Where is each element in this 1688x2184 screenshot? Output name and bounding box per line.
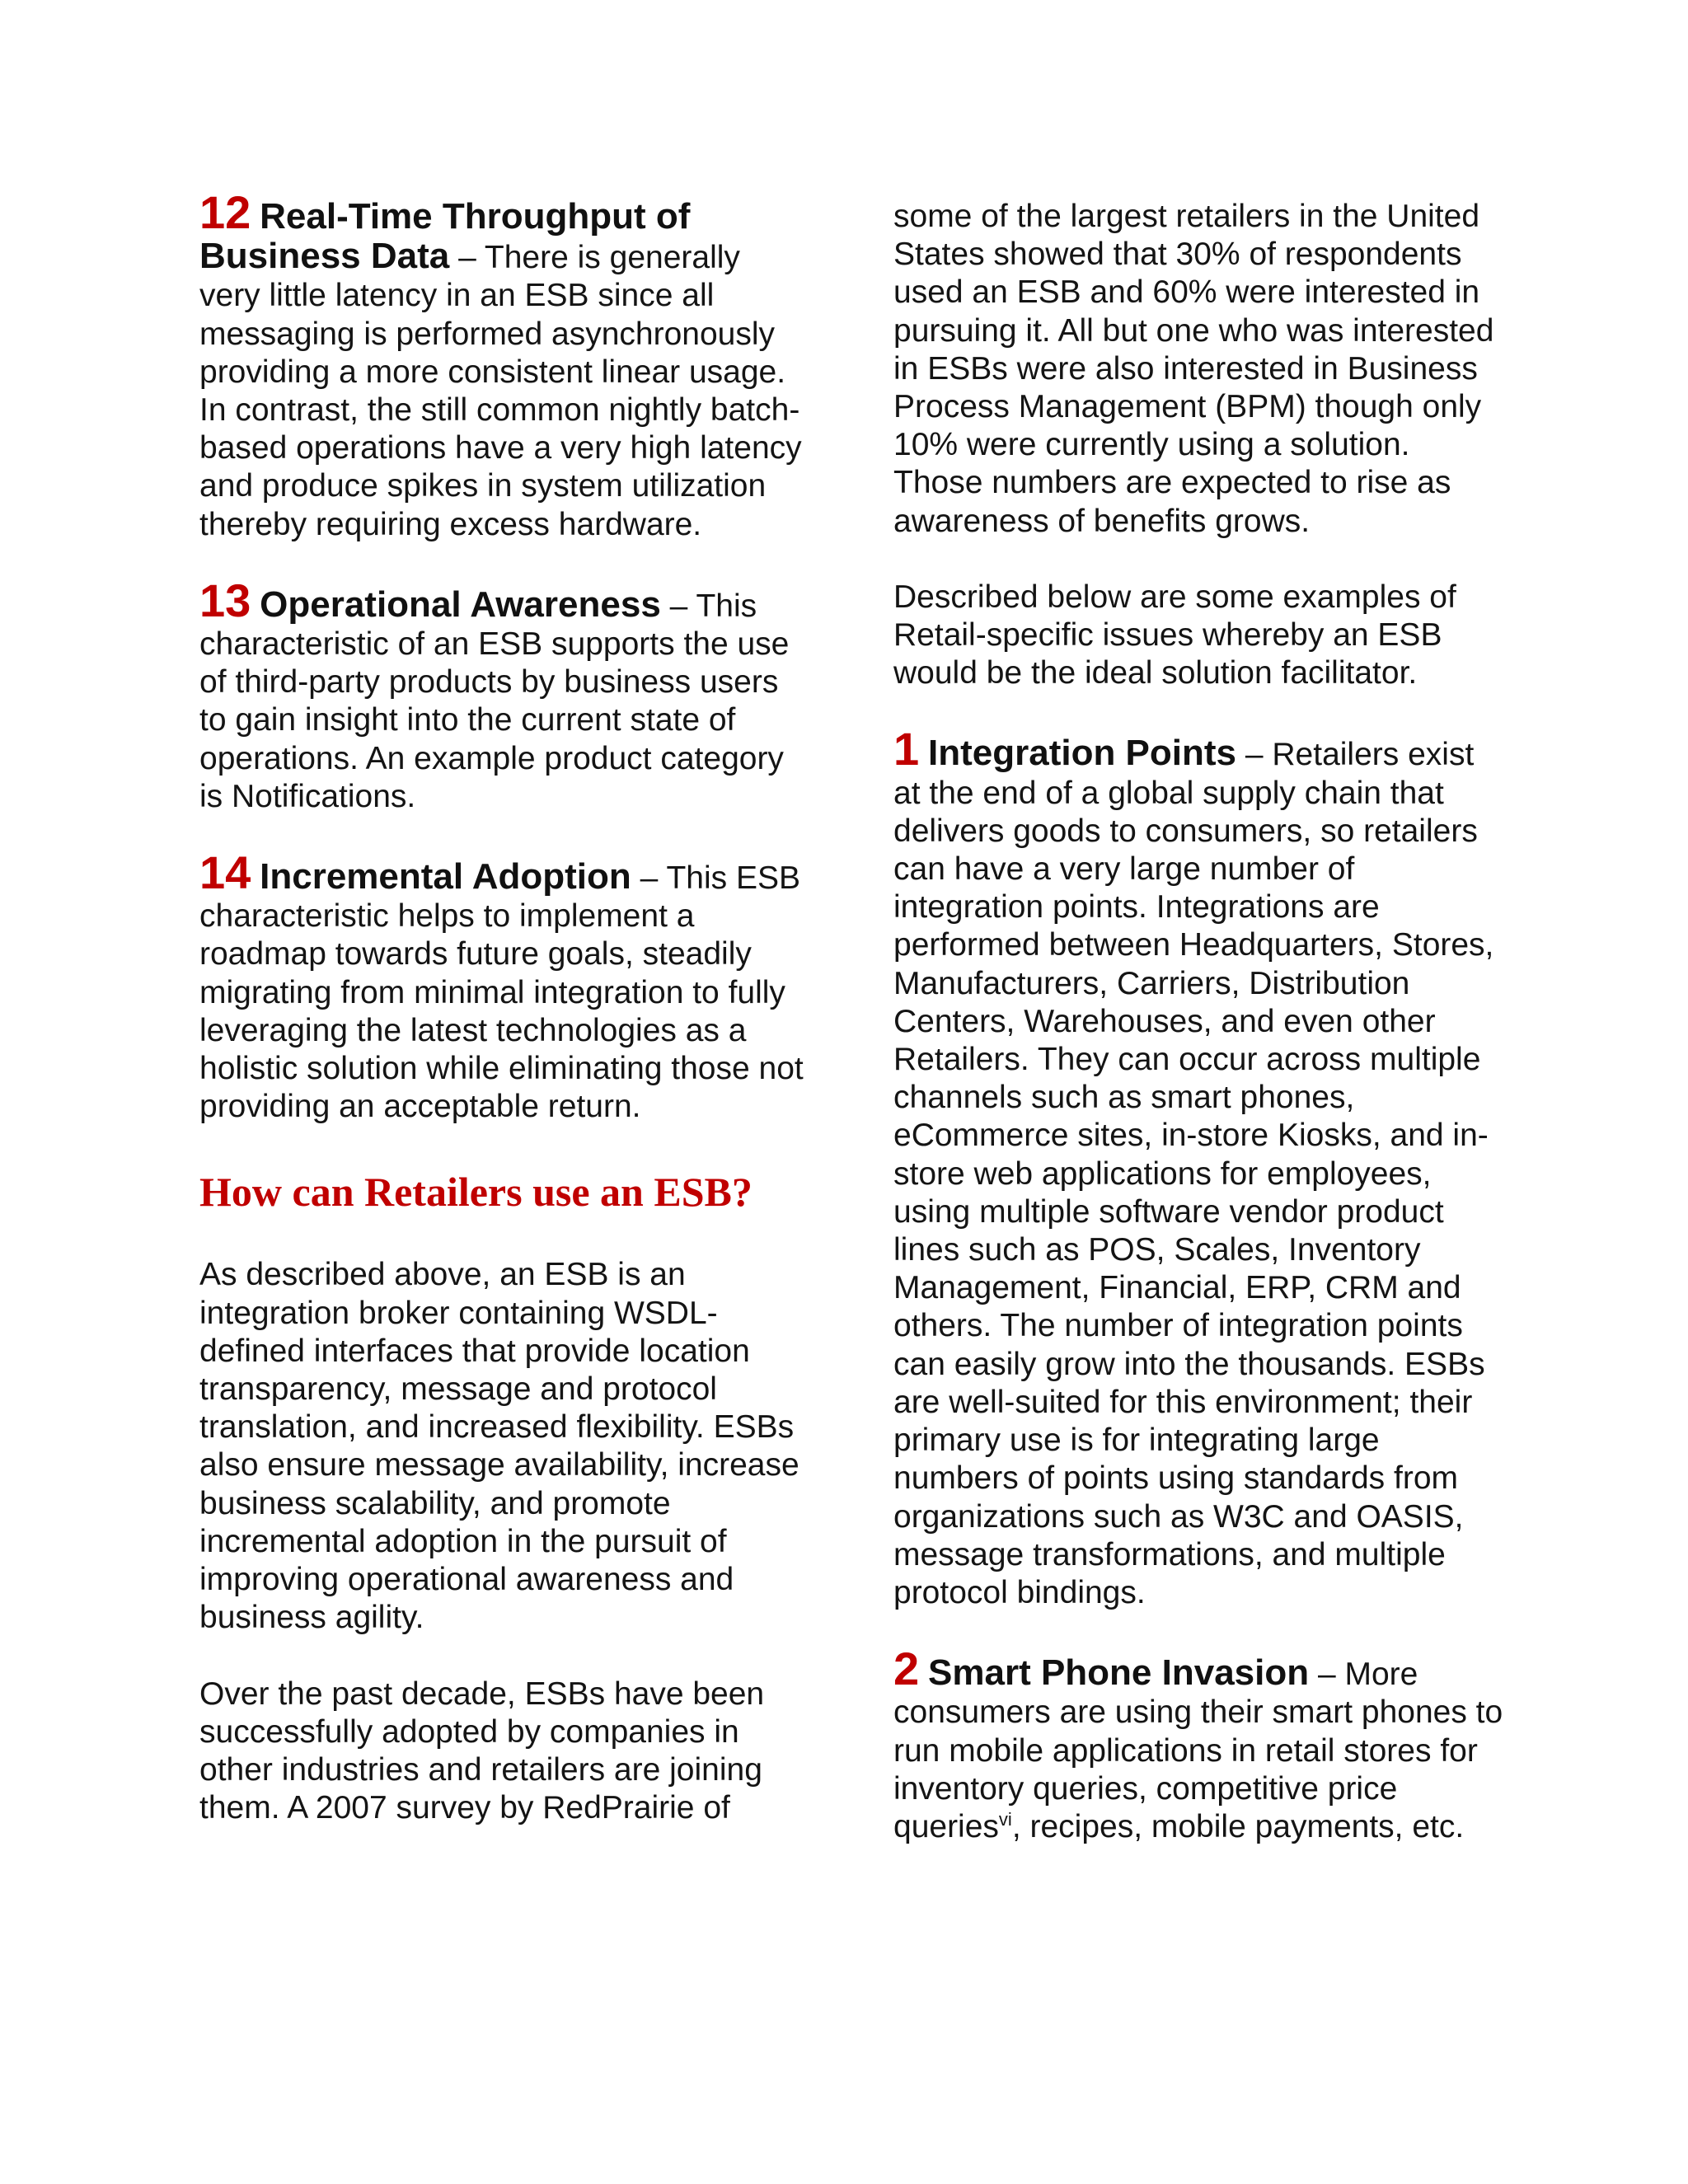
paragraph-examples-intro: Described below are some examples of Retail-specific issues whereby an ESB would be the ideal solution facilitator. [893, 579, 1456, 691]
item-number: 12 [199, 186, 251, 238]
item-title: Real-Time Throughput of Business Data [199, 196, 691, 277]
item-text: There is generally very little latency in an ESB since all messaging is performed asynchronously providing a more consistent linear usage. In contrast, the still common nightly batch-based operations have a very high latency and produce spikes in system utilization thereby requiring excess hardware. [199, 240, 802, 542]
left-column [199, 186, 809, 1827]
paragraph-esb-description: As described above, an ESB is an integration broker containing WSDL-defined interfaces that provide location transparency, message and protocol translation, and increased flexibility. ESBs also ensure message availability, increase business scalability, and promote incremental adoption in the pursuit of improving operational awareness and business agility. [199, 1257, 799, 1636]
section-heading: How can Retailers use an ESB? [199, 1169, 753, 1216]
right-column [893, 198, 1503, 1846]
item-text: More consumers are using their smart phones to run mobile applications in retail stores for inventory queries, competitive price queries [893, 1657, 1503, 1844]
paragraph-esb-adoption: Over the past decade, ESBs have been successfully adopted by companies in other industries and retailers are joining them. A 2007 survey by RedPrairie of [199, 1675, 765, 1826]
footnote-marker: vi [998, 1808, 1012, 1830]
item-number: 1 [893, 723, 920, 776]
item-title: Operational Awareness [260, 583, 661, 625]
paragraph-survey-continued: some of the largest retailers in the United States showed that 30% of respondents used an ESB and 60% were interested in pursuing it. All but one who was interested in ESBs were also interested in Business Process Management (BPM) though only 10% were currently using a solution. Those numbers are expected to rise as awareness of benefits grows. [893, 199, 1494, 539]
item-title: Incremental Adoption [260, 856, 631, 898]
item-13 [199, 574, 809, 816]
item-1 [893, 723, 1503, 1612]
item-dash: – [1317, 1657, 1336, 1693]
item-dash: – [1245, 737, 1264, 773]
item-title: Smart Phone Invasion [928, 1652, 1310, 1694]
item-dash: – [458, 240, 476, 276]
item-text: This characteristic of an ESB supports the use of third-party products by business users to gain insight into the current state of operations. An example product category is Notifications. [199, 588, 790, 814]
item-number: 2 [893, 1643, 920, 1695]
item-title: Integration Points [928, 733, 1236, 774]
item-number: 13 [199, 574, 251, 626]
item-dash: – [669, 588, 688, 624]
item-text: This ESB characteristic helps to implement a roadmap towards future goals, steadily migrating from minimal integration to fully leveraging the latest technologies as a holistic solution while eliminating those not providing an acceptable return. [199, 860, 804, 1125]
item-number: 14 [199, 846, 251, 899]
item-12 [199, 186, 809, 544]
item-dash: – [640, 860, 659, 897]
item-2 [893, 1643, 1503, 1846]
item-14 [199, 846, 809, 1126]
item-text-after-note: , recipes, mobile payments, etc. [1011, 1808, 1465, 1844]
item-text: Retailers exist at the end of a global supply chain that delivers goods to consumers, so retailers can have a very large number of integration points. Integrations are performed between Headquarters, Stores, Manufacturers, Carriers, Distribution Centers, Warehouses, and even other Retailers. They can occur across multiple channels such as smart phones, eCommerce sites, in-store Kiosks, and in-store web applications for employees, using multiple software vendor product lines such as POS, Scales, Inventory Management, Financial, ERP, CRM and others. The number of integration points can easily grow into the thousands. ESBs are well-suited for this environment; their primary use is for integrating large numbers of points using standards from organizations such as W3C and OASIS, message transformations, and multiple protocol bindings. [893, 737, 1494, 1610]
